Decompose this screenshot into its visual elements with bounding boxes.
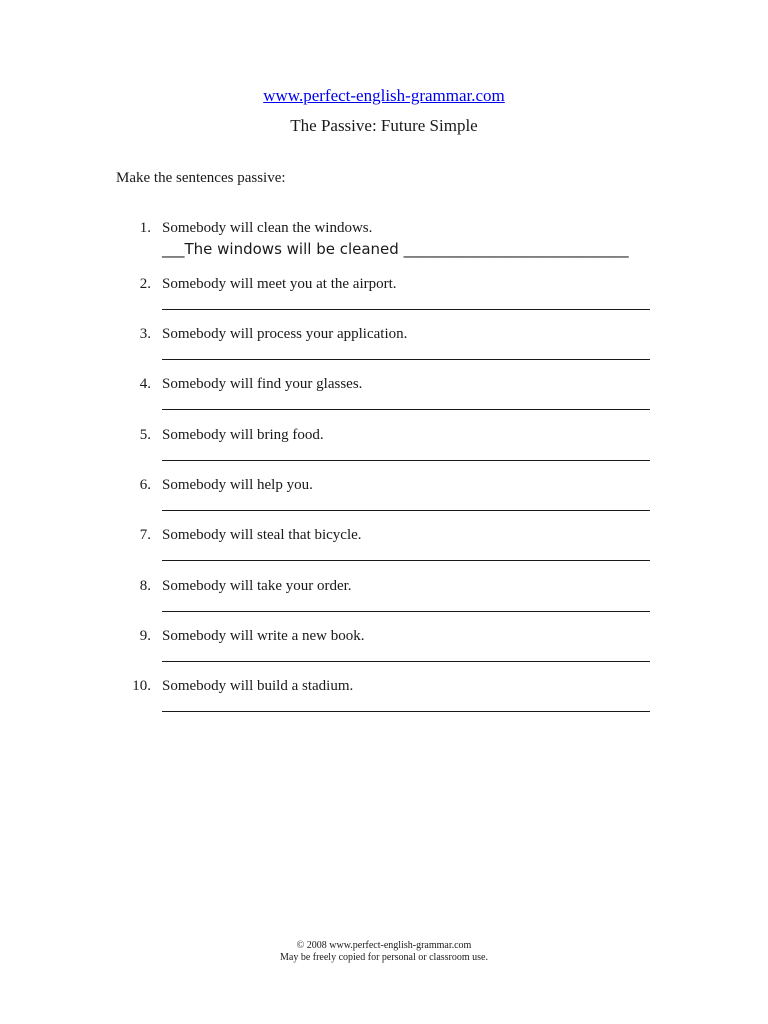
item-sentence: Somebody will process your application. [162, 326, 408, 342]
answer-suffix: ______________________________ [403, 240, 629, 258]
item-sentence: Somebody will meet you at the airport. [162, 276, 397, 292]
item-sentence: Somebody will build a stadium. [162, 678, 354, 694]
item-number: 6. [139, 477, 151, 493]
example-answer [162, 240, 629, 258]
answer-line [162, 359, 650, 360]
answer-line [162, 510, 650, 511]
item-number: 4. [139, 376, 151, 392]
answer-line [162, 661, 650, 662]
answer-line [162, 309, 650, 310]
item-number: 7. [139, 527, 151, 543]
footer-copyright: © 2008 www.perfect-english-grammar.com [296, 940, 472, 951]
item-number: 5. [139, 427, 151, 443]
answer-line [162, 460, 650, 461]
answer-line [162, 409, 650, 410]
item-number: 1. [139, 220, 151, 236]
footer [0, 940, 768, 964]
answer-text: The windows will be cleaned [184, 240, 399, 258]
item-sentence: Somebody will clean the windows. [162, 220, 373, 236]
item-sentence: Somebody will find your glasses. [162, 376, 363, 392]
item-number: 9. [139, 628, 151, 644]
answer-line [162, 611, 650, 612]
footer-note: May be freely copied for personal or classroom use. [280, 952, 488, 963]
answer-line [162, 711, 650, 712]
item-sentence: Somebody will write a new book. [162, 628, 365, 644]
answer-prefix: ___ [162, 240, 185, 258]
item-number: 10. [132, 678, 151, 694]
item-sentence: Somebody will bring food. [162, 427, 324, 443]
item-number: 8. [139, 578, 151, 594]
answer-line [162, 560, 650, 561]
item-sentence: Somebody will steal that bicycle. [162, 527, 362, 543]
item-sentence: Somebody will help you. [162, 477, 313, 493]
page-title: The Passive: Future Simple [290, 116, 478, 135]
site-link[interactable]: www.perfect-english-grammar.com [263, 86, 505, 105]
item-sentence: Somebody will take your order. [162, 578, 352, 594]
item-number: 2. [139, 276, 151, 292]
instruction-text: Make the sentences passive: [116, 170, 286, 186]
item-number: 3. [139, 326, 151, 342]
